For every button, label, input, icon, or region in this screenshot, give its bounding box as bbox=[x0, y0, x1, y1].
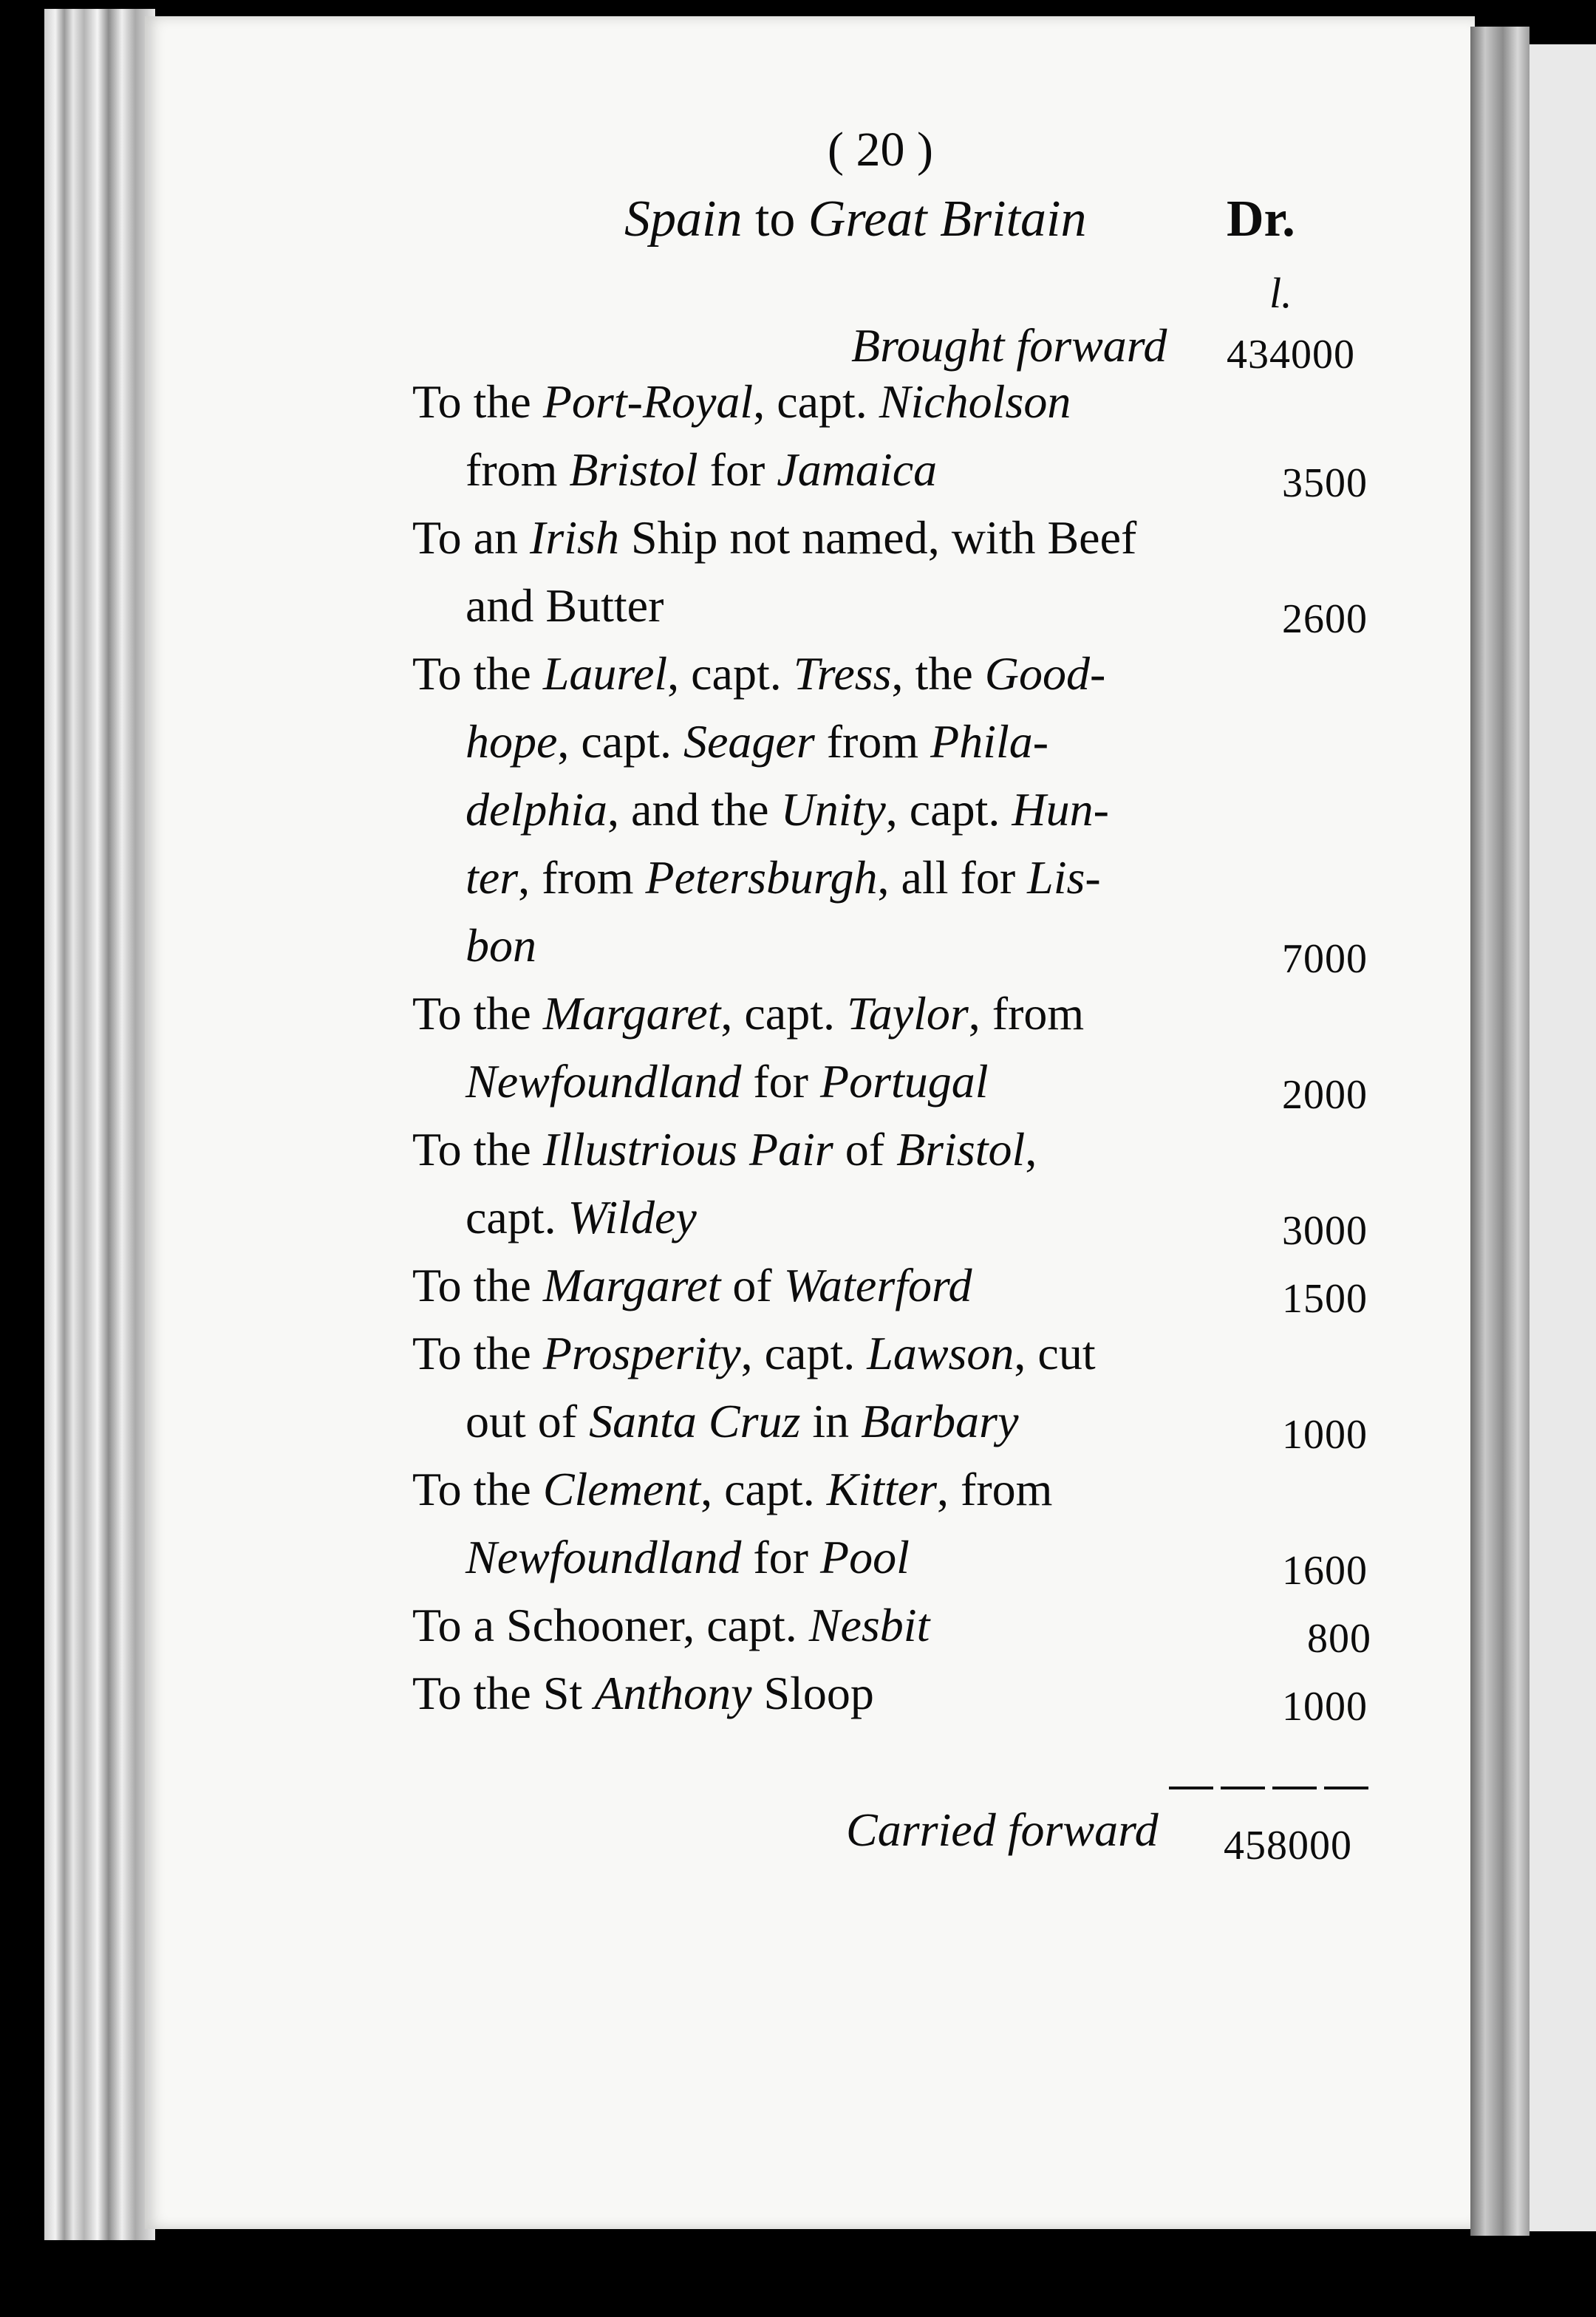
entry-3-line-3-text-2: , and the bbox=[607, 783, 781, 836]
entry-8-line-1-text-4: Kitter bbox=[826, 1463, 938, 1515]
entry-8-line-1-text-5: , from bbox=[937, 1463, 1053, 1515]
entry-7-line-1 bbox=[412, 1327, 1096, 1379]
entry-6-line-1-text-1: To the bbox=[412, 1259, 543, 1311]
entry-3-line-5-text-1: bon bbox=[466, 919, 536, 972]
entry-7-line-2-text-4: Barbary bbox=[861, 1395, 1019, 1447]
entry-3-line-1 bbox=[412, 647, 1106, 700]
entry-2-amount: 2600 bbox=[1282, 596, 1368, 642]
entry-1-amount: 3500 bbox=[1282, 460, 1368, 506]
entry-8-line-2-text-3: Pool bbox=[819, 1531, 910, 1583]
entry-1-line-1-text-2: Port-Royal bbox=[542, 375, 754, 428]
entry-4-line-1-text-5: , from bbox=[968, 987, 1085, 1040]
entry-6-line-1-text-4: Waterford bbox=[783, 1259, 972, 1311]
entry-1-line-1-text-4: Nicholson bbox=[879, 375, 1071, 428]
entry-3-line-3-text-5: Hun- bbox=[1012, 783, 1109, 836]
entry-8-line-2-text-2: for bbox=[741, 1531, 820, 1583]
entry-6-line-1-text-2: Margaret bbox=[542, 1259, 721, 1311]
entry-4-line-1-text-3: , capt. bbox=[720, 987, 847, 1040]
entry-4-line-2-text-1: Newfoundland bbox=[466, 1055, 742, 1108]
entry-4-line-2-text-2: for bbox=[741, 1055, 820, 1108]
entry-8-line-2 bbox=[466, 1531, 910, 1583]
entry-7-line-2-text-3: in bbox=[800, 1395, 862, 1447]
entry-7-line-1-text-4: Lawson bbox=[867, 1327, 1014, 1379]
entry-2-line-1-text-2: Irish bbox=[530, 511, 619, 564]
entry-3-line-2-text-1: hope bbox=[466, 715, 558, 768]
sum-rule-dash-3 bbox=[1272, 1787, 1317, 1789]
entry-1-line-2-text-3: for bbox=[698, 443, 777, 496]
entry-9-amount: 800 bbox=[1307, 1616, 1371, 1662]
entry-3-amount: 7000 bbox=[1282, 936, 1368, 982]
entry-5-line-1-text-1: To the bbox=[412, 1123, 543, 1175]
entry-3-line-5 bbox=[466, 919, 536, 972]
entry-3-line-3-text-3: Unity bbox=[780, 783, 886, 836]
entry-3-line-4 bbox=[466, 851, 1101, 904]
entry-5-line-1-text-3: of bbox=[833, 1123, 897, 1175]
entry-3-line-2-text-4: from bbox=[814, 715, 931, 768]
entry-10-line-1-text-3: Sloop bbox=[751, 1667, 874, 1719]
entry-6-line-1-text-3: of bbox=[720, 1259, 784, 1311]
entry-5-line-2-text-1: capt. bbox=[466, 1191, 568, 1243]
entry-5-line-1-text-4: Bristol bbox=[896, 1123, 1026, 1175]
entry-1-line-1-text-1: To the bbox=[412, 375, 543, 428]
entry-5-line-2-text-2: Wildey bbox=[567, 1191, 697, 1243]
entry-7-amount: 1000 bbox=[1282, 1412, 1368, 1458]
currency-unit: l. bbox=[1269, 269, 1292, 317]
entry-3-line-4-text-3: Petersburgh bbox=[645, 851, 878, 904]
entry-8-line-1-text-3: , capt. bbox=[700, 1463, 827, 1515]
entry-3-line-1-text-1: To the bbox=[412, 647, 543, 700]
book-page-edges-right bbox=[1470, 27, 1530, 2236]
entry-3-line-1-text-2: Laurel bbox=[542, 647, 668, 700]
entry-10-amount: 1000 bbox=[1282, 1684, 1368, 1730]
entry-3-line-2-text-2: , capt. bbox=[557, 715, 683, 768]
entry-3-line-1-text-6: Good- bbox=[984, 647, 1106, 700]
entry-4-line-2 bbox=[466, 1055, 989, 1108]
entry-2-line-2 bbox=[466, 579, 664, 632]
entry-2-line-2-text-1: and Butter bbox=[466, 579, 664, 632]
entry-4-line-1-text-4: Taylor bbox=[846, 987, 969, 1040]
entry-5-line-1 bbox=[412, 1123, 1037, 1175]
entry-3-line-4-text-4: , all for bbox=[877, 851, 1028, 904]
brought-forward-amount: 434000 bbox=[1227, 332, 1355, 378]
entry-8-line-1 bbox=[412, 1463, 1053, 1515]
entry-7-line-2 bbox=[466, 1395, 1019, 1447]
entry-8-line-1-text-2: Clement bbox=[542, 1463, 701, 1515]
entry-7-line-2-text-1: out of bbox=[466, 1395, 590, 1447]
entry-3-line-3 bbox=[466, 783, 1109, 836]
entry-3-line-4-text-5: Lis- bbox=[1027, 851, 1101, 904]
entry-9-line-1-text-2: Nesbit bbox=[808, 1599, 930, 1651]
entry-3-line-4-text-2: , from bbox=[518, 851, 646, 904]
entry-8-line-1-text-1: To the bbox=[412, 1463, 543, 1515]
entry-1-line-1-text-3: , capt. bbox=[753, 375, 879, 428]
entry-7-line-1-text-3: , capt. bbox=[740, 1327, 867, 1379]
entry-3-line-3-text-1: delphia bbox=[466, 783, 607, 836]
facing-page-sliver bbox=[1530, 44, 1596, 2231]
entry-9-line-1 bbox=[412, 1599, 930, 1651]
entry-4-line-2-text-3: Portugal bbox=[819, 1055, 989, 1108]
entry-3-line-3-text-4: , capt. bbox=[885, 783, 1012, 836]
entry-10-line-1-text-2: Anthony bbox=[594, 1667, 752, 1719]
carried-forward-amount: 458000 bbox=[1224, 1823, 1352, 1869]
entry-1-line-2-text-4: Jamaica bbox=[777, 443, 938, 496]
entry-8-amount: 1600 bbox=[1282, 1548, 1368, 1594]
entry-5-amount: 3000 bbox=[1282, 1208, 1368, 1254]
running-title-to: to bbox=[742, 191, 808, 248]
running-title-great-britain: Great Britain bbox=[808, 191, 1087, 248]
entry-7-line-1-text-2: Prosperity bbox=[542, 1327, 741, 1379]
sum-rule-dash-2 bbox=[1221, 1787, 1265, 1789]
debtor-label: Dr. bbox=[1227, 191, 1295, 248]
entry-9-line-1-text-1: To a Schooner, capt. bbox=[412, 1599, 809, 1651]
entry-2-line-1-text-1: To an bbox=[412, 511, 531, 564]
entry-3-line-2 bbox=[466, 715, 1049, 768]
sum-rule-dash-1 bbox=[1169, 1787, 1213, 1789]
entry-2-line-1 bbox=[412, 511, 1137, 564]
entry-4-amount: 2000 bbox=[1282, 1072, 1368, 1118]
entry-7-line-2-text-2: Santa Cruz bbox=[589, 1395, 801, 1447]
entry-1-line-2-text-2: Bristol bbox=[569, 443, 698, 496]
entry-10-line-1-text-1: To the St bbox=[412, 1667, 595, 1719]
entry-3-line-1-text-4: Tress bbox=[793, 647, 892, 700]
entry-1-line-2-text-1: from bbox=[466, 443, 570, 496]
entry-5-line-1-text-2: Illustrious Pair bbox=[542, 1123, 833, 1175]
entry-7-line-1-text-1: To the bbox=[412, 1327, 543, 1379]
entry-4-line-1-text-1: To the bbox=[412, 987, 543, 1040]
entry-3-line-1-text-5: , the bbox=[891, 647, 985, 700]
entry-3-line-2-text-5: Phila- bbox=[930, 715, 1049, 768]
entry-3-line-1-text-3: , capt. bbox=[667, 647, 794, 700]
entry-4-line-1-text-2: Margaret bbox=[542, 987, 721, 1040]
entry-5-line-2 bbox=[466, 1191, 697, 1243]
entry-5-line-1-text-5: , bbox=[1025, 1123, 1037, 1175]
entry-7-line-1-text-5: , cut bbox=[1014, 1327, 1096, 1379]
entry-6-line-1 bbox=[412, 1259, 972, 1311]
entry-2-line-1-text-3: Ship not named, with Beef bbox=[618, 511, 1137, 564]
carried-forward-label: Carried forward bbox=[846, 1804, 1159, 1856]
entry-8-line-2-text-1: Newfoundland bbox=[466, 1531, 742, 1583]
book-page-edges-left bbox=[44, 9, 155, 2240]
running-title-spain: Spain bbox=[624, 191, 743, 248]
running-title bbox=[624, 191, 1087, 248]
entry-3-line-2-text-3: Seager bbox=[683, 715, 815, 768]
entry-10-line-1 bbox=[412, 1667, 874, 1719]
page-number: ( 20 ) bbox=[828, 123, 933, 177]
entry-4-line-1 bbox=[412, 987, 1085, 1040]
entry-1-line-1 bbox=[412, 375, 1071, 428]
entry-1-line-2 bbox=[466, 443, 938, 496]
entry-6-amount: 1500 bbox=[1282, 1276, 1368, 1322]
entry-3-line-4-text-1: ter bbox=[466, 851, 519, 904]
sum-rule-dash-4 bbox=[1324, 1787, 1368, 1789]
brought-forward-label: Brought forward bbox=[851, 319, 1167, 372]
